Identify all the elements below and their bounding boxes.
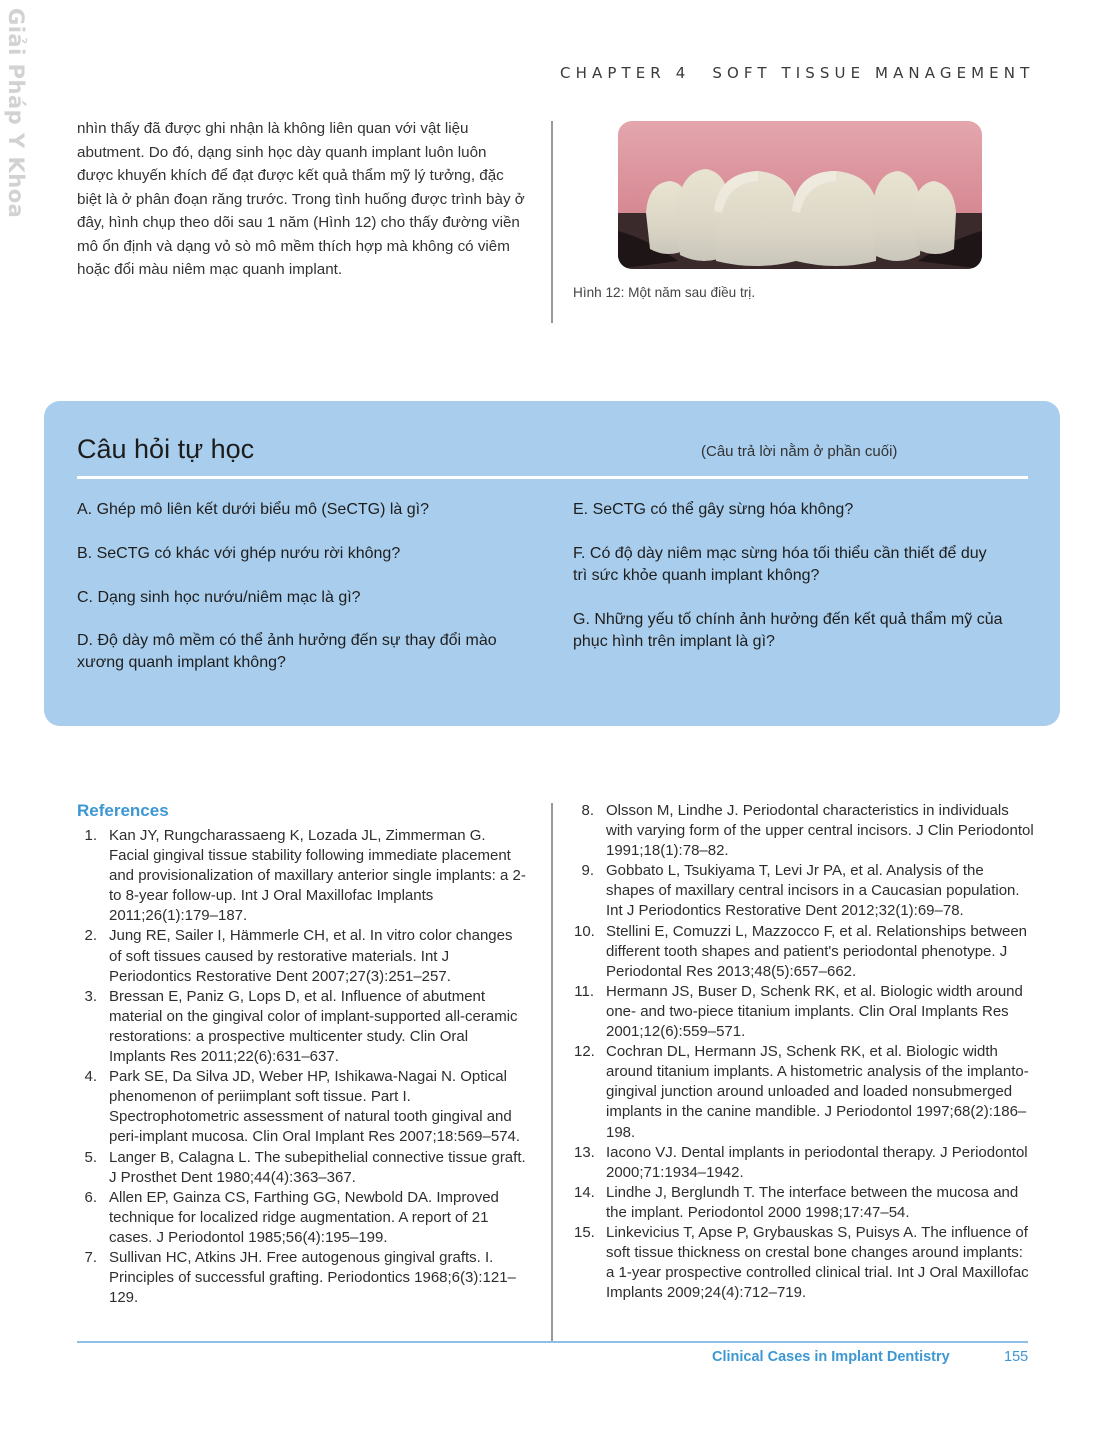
reference-item: 10. Stellini E, Comuzzi L, Mazzocco F, et al. Relationships between different tooth shapes and patient's periodontal phenotype. J Periodontal Res 2013;48(5):657–662. xyxy=(574,922,1028,980)
figure-caption: Hình 12: Một năm sau điều trị. xyxy=(573,285,756,300)
reference-item: 2. Jung RE, Sailer I, Hämmerle CH, et al. In vitro color changes of soft tissues caused by restorative materials. Int J Periodontics Restorative Dent 2007;27(3):251–257. xyxy=(84,927,513,985)
reference-item: 5. Langer B, Calagna L. The subepithelial connective tissue graft. J Prosthet Dent 1980;44(4):363–367. xyxy=(84,1148,526,1186)
reference-item: 11. Hermann JS, Buser D, Schenk RK, et al. Biologic width around one- and two-piece titanium implants. Clin Oral Implants Res 2001;12(6):559–571. xyxy=(574,982,1023,1041)
chapter-title: SOFT TISSUE MANAGEMENT xyxy=(712,64,1035,82)
question-c: C. Dạng sinh học nướu/niêm mạc là gì? xyxy=(77,589,361,606)
reference-item: 3. Bressan E, Paniz G, Lops D, et al. Influence of abutment material on the gingival color of implant-supported all-ceramic restorations: a prospective multicenter study. Clin Oral Implants Res 2011;22(6):631–637. xyxy=(84,987,518,1066)
question-g: G. Những yếu tố chính ảnh hưởng đến kết quả thẩm mỹ của phục hình trên implant là gì? xyxy=(573,611,1003,650)
quiz-divider xyxy=(77,476,1028,479)
question-b: B. SeCTG có khác với ghép nướu rời không? xyxy=(77,545,401,562)
reference-item: 7. Sullivan HC, Atkins JH. Free autogenous gingival grafts. I. Principles of successful grafting. Periodontics 1968;6(3):121–129. xyxy=(84,1248,516,1307)
reference-item: 4. Park SE, Da Silva JD, Weber HP, Ishikawa-Nagai N. Optical phenomenon of periimplant soft tissue. Part I. Spectrophotometric assessment of natural tooth gingival and peri-implant mucosa. Clin Oral Implant Res 2007;18:569–574. xyxy=(84,1068,521,1146)
reference-item: 15. Linkevicius T, Apse P, Grybauskas S, Puisys A. The influence of soft tissue thickness on crestal bone changes around implants: a 1-year prospective controlled clinical trial. Int J Oral Maxillofac Implants 2009;24(4):712–719. xyxy=(574,1223,1029,1302)
footer-book-title: Clinical Cases in Implant Dentistry xyxy=(712,1349,950,1365)
intro-paragraph: nhìn thấy đã được ghi nhận là không liên quan với vật liệu abutment. Do đó, dạng sinh học dày quanh implant luôn luôn được khuyến khích để đạt được kết quả thẩm mỹ lý tưởng, đặc biệt là ở phân đoạn răng trước. Trong tình huống được trình bày ở đây, hình chụp theo dõi sau 1 năm (Hình 12) cho thấy đường viền mô ổn định và dạng vỏ sò mô mềm thích hợp mà không có viêm hoặc đổi màu niêm mạc quanh implant. xyxy=(77,120,525,278)
quiz-title: Câu hỏi tự học xyxy=(77,434,255,464)
running-head xyxy=(560,64,1035,82)
reference-item: 12. Cochran DL, Hermann JS, Schenk RK, et al. Biologic width around titanium implants. A histometric analysis of the implanto-gingival junction around unloaded and loaded nonsubmerged implants in the canine mandible. J Periodontol 1997;68(2):186–198. xyxy=(574,1043,1029,1141)
question-d: D. Độ dày mô mềm có thể ảnh hưởng đến sự thay đổi mào xương quanh implant không? xyxy=(77,632,497,671)
reference-item: 8. Olsson M, Lindhe J. Periodontal characteristics in individuals with varying form of the upper central incisors. J Clin Periodontol 1991;18(1):78–82. xyxy=(581,802,1034,860)
reference-item: 13. Iacono VJ. Dental implants in periodontal therapy. J Periodontol 2000;71:1934–1942. xyxy=(574,1143,1028,1181)
question-f: F. Có độ dày niêm mạc sừng hóa tối thiểu cần thiết để duy trì sức khỏe quanh implant không? xyxy=(573,545,987,584)
reference-item: 6. Allen EP, Gainza CS, Farthing GG, Newbold DA. Improved technique for localized ridge augmentation. A report of 21 cases. J Periodontol 1985;56(4):195–199. xyxy=(84,1188,499,1246)
question-a: A. Ghép mô liên kết dưới biểu mô (SeCTG) là gì? xyxy=(77,501,430,518)
column-divider-bottom xyxy=(551,803,553,1342)
chapter-label: CHAPTER 4 xyxy=(560,64,691,82)
reference-item: 9. Gobbato L, Tsukiyama T, Levi Jr PA, et al. Analysis of the shapes of maxillary central incisors in a Caucasian population. Int J Periodontics Restorative Dent 2012;32(1):69–78. xyxy=(581,862,1020,920)
references-heading: References xyxy=(77,801,169,820)
reference-item: 14. Lindhe J, Berglundh T. The interface between the mucosa and the implant. Periodontol 2000 1998;17:47–54. xyxy=(574,1183,1019,1221)
page-number: 155 xyxy=(1004,1349,1029,1365)
references-list-right xyxy=(574,801,1034,1303)
column-divider-top xyxy=(551,121,553,323)
references-list-left xyxy=(77,826,527,1308)
question-e: E. SeCTG có thể gây sừng hóa không? xyxy=(573,501,854,518)
self-study-box xyxy=(44,401,1060,726)
reference-item: 1. Kan JY, Rungcharassaeng K, Lozada JL, Zimmerman G. Facial gingival tissue stability following immediate placement and provisionalization of maxillary anterior single implants: a 2- to 8-year follow-up. Int J Oral Maxillofac Implants 2011;26(1):179–187. xyxy=(84,827,526,925)
watermark: Giải Pháp Y Khoa xyxy=(4,8,28,219)
footer-divider xyxy=(77,1341,1028,1343)
quiz-note: (Câu trả lời nằm ở phần cuối) xyxy=(701,443,898,460)
figure-12-photo xyxy=(618,121,982,269)
